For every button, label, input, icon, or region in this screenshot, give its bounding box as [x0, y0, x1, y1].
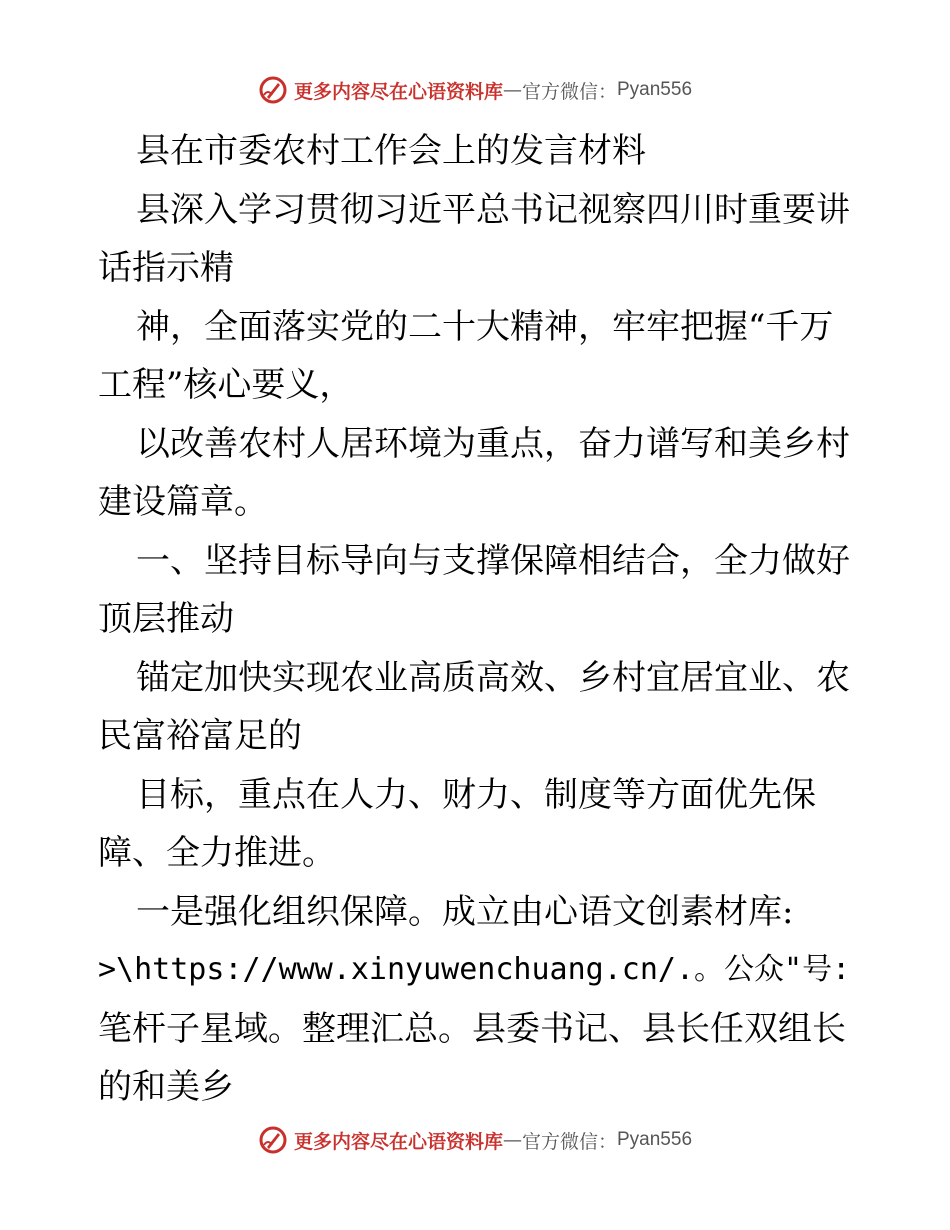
banner-main-text: 更多内容尽在心语资料库	[293, 1130, 503, 1153]
paragraph: 县深入学习贯彻习近平总书记视察四川时重要讲话指示精	[98, 189, 850, 288]
banner-dash: —	[502, 79, 522, 101]
document-body	[98, 122, 858, 1117]
banner-main-text: 更多内容尽在心语资料库	[293, 80, 503, 103]
section-heading: 一、坚持目标导向与支撑保障相结合，全力做好顶层推动	[98, 540, 850, 639]
quill-logo-icon	[258, 1125, 288, 1155]
paragraph: 目标，重点在人力、财力、制度等方面优先保障、全力推进。	[98, 774, 816, 873]
footer-watermark-banner	[0, 1120, 950, 1160]
paragraph: 锚定加快实现农业高质高效、乡村宜居宜业、农民富裕富足的	[98, 657, 850, 756]
url-line: >\https://www.xinyuwenchuang.cn/.。公众"号:	[98, 952, 851, 987]
paragraph-start: 一是强化组织保障。成立由心语文创素材库:	[136, 891, 794, 932]
paragraph: 神，全面落实党的二十大精神，牢牢把握“千万工程”核心要义，	[98, 306, 834, 405]
banner-sub-text: 官方微信：	[521, 1130, 617, 1153]
banner-sub-text: 官方微信：	[521, 80, 617, 103]
document-title: 县在市委农村工作会上的发言材料	[136, 131, 646, 171]
paragraph: 以改善农村人居环境为重点，奋力谱写和美乡村建设篇章。	[98, 423, 850, 522]
banner-wechat-id: Pyan556	[617, 79, 693, 100]
banner-wechat-id: Pyan556	[617, 1129, 693, 1150]
banner-dash: —	[502, 1129, 522, 1151]
paragraph-end: 笔杆子星域。整理汇总。县委书记、县长任双组长的和美乡	[98, 1008, 846, 1107]
header-watermark-banner	[0, 70, 950, 110]
quill-logo-icon	[258, 75, 288, 105]
